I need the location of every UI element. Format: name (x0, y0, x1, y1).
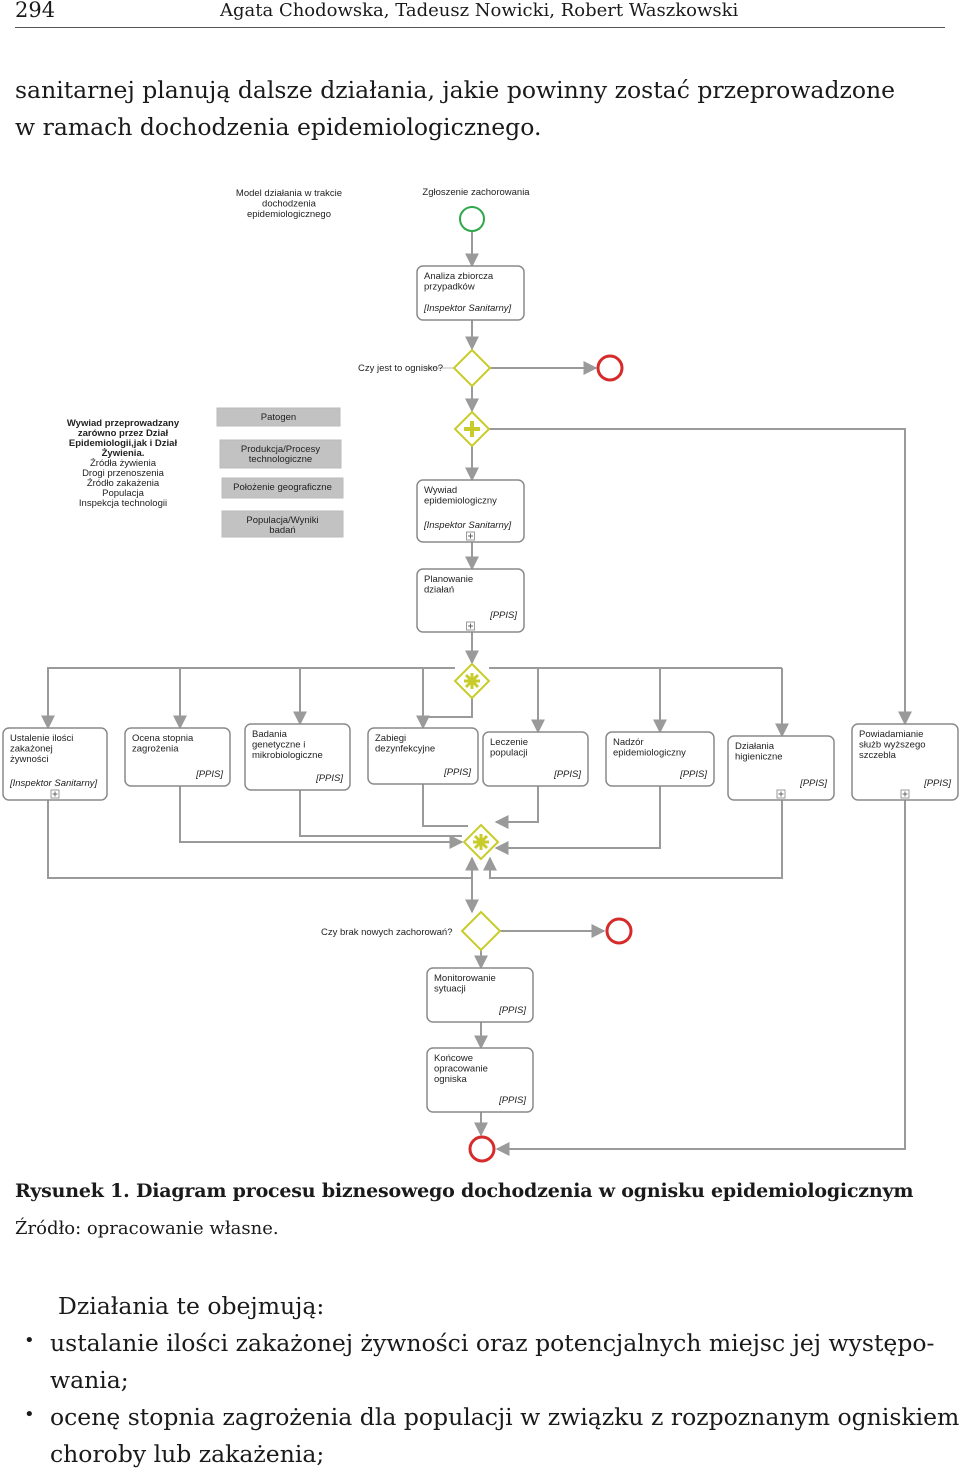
task-role: [Inspektor Sanitarny] (424, 303, 512, 314)
bpmn-diagram (0, 175, 960, 1170)
task-label: Końcowe (434, 1053, 474, 1064)
running-head-authors: Agata Chodowska, Tadeusz Nowicki, Robert Waszkowski (220, 0, 739, 21)
task-role: [PPIS] (490, 610, 517, 621)
gateway-label: Czy jest to ognisko? (358, 363, 444, 374)
model-label: Model działania w trakcie (235, 188, 343, 199)
task-role: [PPIS] (499, 1005, 526, 1016)
flow-merge-branch (300, 790, 462, 836)
annotation-text: Populacja (102, 488, 144, 499)
bullet-icon: • (24, 1330, 35, 1351)
task-label: Ocena stopnia (132, 733, 194, 744)
task-label: służb wyższego (859, 739, 926, 751)
end-event-icon (607, 919, 631, 943)
annotation-text: zarówno przez Dział (77, 428, 169, 439)
task-label: Monitorowanie (434, 973, 496, 984)
task-role: [PPIS] (316, 773, 343, 784)
annotation-text: Żywienia. (101, 448, 145, 459)
flow-merge-branch (496, 786, 660, 848)
task-label: Analiza zbiorcza (424, 271, 494, 282)
flow-notify-end (497, 800, 905, 1149)
task-role: [PPIS] (554, 769, 581, 780)
task-label: sytuacji (434, 983, 466, 995)
task-role: [PPIS] (196, 769, 223, 780)
exclusive-gateway (462, 912, 500, 950)
figure-caption: Rysunek 1. Diagram procesu biznesowego dochodzenia w ognisku epidemiologicznym (15, 1180, 914, 1202)
flow-merge-branch (490, 800, 782, 878)
task-label: Wywiad (424, 485, 458, 496)
data-object-label: Patogen (260, 412, 297, 423)
task-role: [PPIS] (800, 778, 827, 789)
flow-fork-notify (489, 429, 905, 724)
bullet-2-line-2: choroby lub zakażenia; (50, 1440, 325, 1468)
task-label: Nadzór (613, 737, 644, 748)
data-object-label: technologiczne (248, 454, 313, 465)
model-label: epidemiologicznego (247, 209, 331, 220)
data-object-label: Położenie geograficzne (233, 482, 332, 493)
annotation-text: Epidemiologii,jak i Dział (68, 438, 178, 449)
annotation-text: Wywiad przeprowadzany (66, 418, 180, 429)
task-label: higieniczne (735, 751, 783, 763)
flow-split-branch (423, 697, 472, 717)
task-label: genetyczne i (252, 739, 306, 751)
complex-gateway-star-icon (468, 677, 476, 685)
task-role: [PPIS] (924, 778, 951, 789)
annotation-text: Źródło zakażenia (86, 478, 160, 489)
flow-merge-branch (180, 786, 462, 842)
figure-source: Źródło: opracowanie własne. (15, 1218, 279, 1239)
task-label: Planowanie (424, 574, 474, 585)
task-label: żywności (10, 754, 49, 765)
task-label: Ustalenie ilości (10, 733, 74, 744)
task-role: [PPIS] (444, 767, 471, 778)
data-object-label: Produkcja/Procesy (240, 444, 321, 455)
end-event-icon (598, 356, 622, 380)
annotation-text: Inspekcja technologii (78, 498, 168, 509)
data-object-label: Populacja/Wyniki (246, 515, 319, 526)
bullet-icon: • (24, 1404, 35, 1425)
page-number: 294 (15, 0, 56, 22)
task-role: [PPIS] (680, 769, 707, 780)
task-label: ogniska (434, 1074, 467, 1085)
task-role: [Inspektor Sanitarny] (424, 520, 512, 531)
intro-line-2: w ramach dochodzenia epidemiologicznego. (15, 113, 542, 141)
flow-merge-branch (496, 786, 538, 822)
end-event-icon (470, 1137, 494, 1161)
task-role: [Inspektor Sanitarny] (10, 778, 98, 789)
task-label: Powiadamianie (859, 729, 924, 740)
flow-merge-branch (423, 784, 468, 826)
start-event-icon (460, 207, 484, 231)
task-label: działań (424, 584, 455, 596)
complex-gateway-star-icon (477, 838, 485, 846)
task-label: przypadków (424, 281, 475, 293)
body-intro: Działania te obejmują: (58, 1292, 325, 1320)
start-event-label: Zgłoszenie zachorowania (422, 187, 530, 198)
task-label: zakażonej (10, 743, 53, 755)
bullet-2-line-1: ocenę stopnia zagrożenia dla populacji w związku z rozpoznanym ogniskiem (50, 1403, 960, 1431)
intro-line-1: sanitarnej planują dalsze działania, jakie powinny zostać przeprowadzone (15, 76, 896, 104)
task-label: Działania (735, 741, 775, 752)
model-label: dochodzenia (262, 198, 316, 210)
task-label: epidemiologiczny (424, 495, 497, 507)
exclusive-gateway (454, 350, 490, 386)
task-label: populacji (490, 747, 528, 759)
task-label: zagrożenia (132, 743, 179, 755)
bullet-1-line-1: ustalanie ilości zakażonej żywności oraz potencjalnych miejsc jej występo- (50, 1329, 935, 1357)
bullet-1-line-2: wania; (50, 1366, 129, 1394)
gateway-label: Czy brak nowych zachorowań? (321, 927, 453, 938)
task-label: mikrobiologiczne (252, 750, 323, 761)
flow-split-branch (48, 668, 455, 728)
task-label: Badania (252, 729, 287, 740)
task-label: dezynfekcyjne (375, 743, 436, 755)
task-label: Leczenie (490, 737, 529, 748)
task-role: [PPIS] (499, 1095, 526, 1106)
page-header (15, 0, 945, 28)
task-label: epidemiologiczny (613, 747, 686, 759)
annotation-text: Źródła żywienia (90, 458, 156, 469)
annotation-text: Drogi przenoszenia (82, 468, 164, 479)
task-label: szczebla (859, 750, 896, 761)
task-label: Zabiegi (375, 733, 407, 744)
data-object-label: badań (269, 525, 296, 536)
flow-merge-branch (48, 800, 472, 878)
task-label: opracowanie (434, 1063, 488, 1075)
